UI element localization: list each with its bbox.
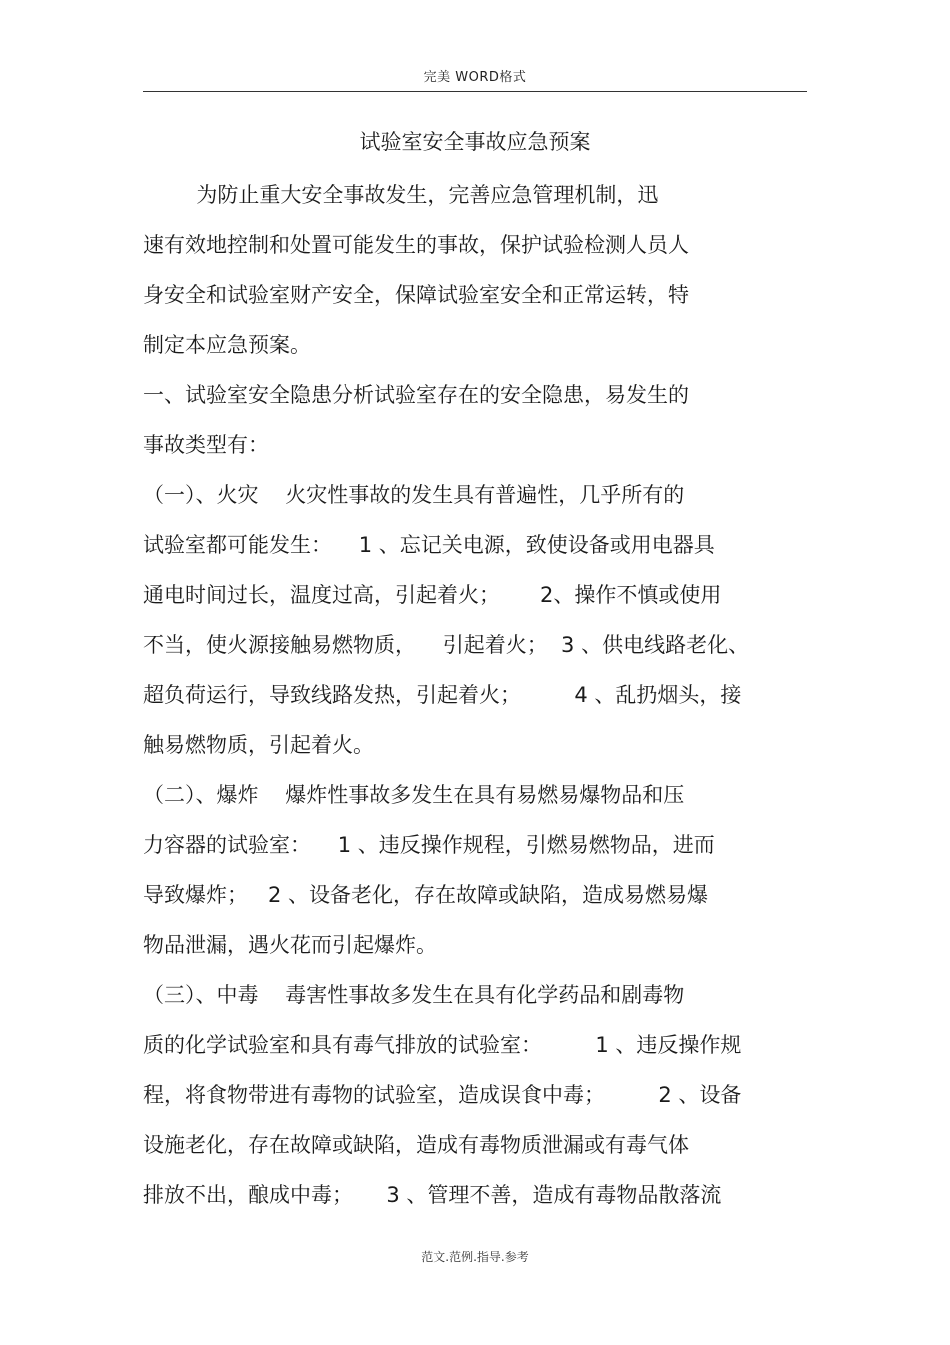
text-line: 事故类型有： <box>143 433 269 457</box>
text-line: 导致爆炸； 2 、设备老化，存在故障或缺陷，造成易燃易爆 <box>143 883 709 907</box>
text-line: 排放不出，酿成中毒； 3 、管理不善，造成有毒物品散落流 <box>143 1183 722 1207</box>
text-line: 身安全和试验室财产安全，保障试验室安全和正常运转，特 <box>143 283 689 307</box>
page-header: 完美 WORD格式 <box>423 70 527 85</box>
text-line: 为防止重大安全事故发生，完善应急管理机制，迅 <box>143 183 659 207</box>
document-title: 试验室安全事故应急预案 <box>359 130 591 154</box>
text-line: 程，将食物带进有毒物的试验室，造成误食中毒； 2 、设备 <box>143 1083 742 1107</box>
text-line: 力容器的试验室： 1 、违反操作规程，引燃易燃物品，进而 <box>143 833 715 857</box>
subsection-poisoning: （三）、中毒 毒害性事故多发生在具有化学药品和剧毒物 <box>143 983 685 1007</box>
section-heading: 一、试验室安全隐患分析试验室存在的安全隐患，易发生的 <box>143 383 689 407</box>
document-body <box>143 170 823 1220</box>
text-line: 超负荷运行，导致线路发热，引起着火； 4 、乱扔烟头，接 <box>143 683 742 707</box>
text-line: 物品泄漏，遇火花而引起爆炸。 <box>143 933 437 957</box>
text-line: 设施老化，存在故障或缺陷，造成有毒物质泄漏或有毒气体 <box>143 1133 689 1157</box>
text-line: 通电时间过长，温度过高，引起着火； 2、操作不慎或使用 <box>143 583 722 607</box>
text-line: 触易燃物质，引起着火。 <box>143 733 374 757</box>
subsection-fire: （一）、火灾 火灾性事故的发生具有普遍性，几乎所有的 <box>143 483 685 507</box>
text-line: 不当，使火源接触易燃物质， 引起着火； 3 、供电线路老化、 <box>143 633 750 657</box>
text-line: 质的化学试验室和具有毒气排放的试验室： 1 、违反操作规 <box>143 1033 742 1057</box>
subsection-explosion: （二）、爆炸 爆炸性事故多发生在具有易燃易爆物品和压 <box>143 783 685 807</box>
page-footer: 范文.范例.指导.参考 <box>421 1250 529 1264</box>
text-line: 制定本应急预案。 <box>143 333 311 357</box>
text-line: 速有效地控制和处置可能发生的事故，保护试验检测人员人 <box>143 233 689 257</box>
header-divider <box>143 91 807 92</box>
text-line: 试验室都可能发生： 1 、忘记关电源，致使设备或用电器具 <box>143 533 715 557</box>
